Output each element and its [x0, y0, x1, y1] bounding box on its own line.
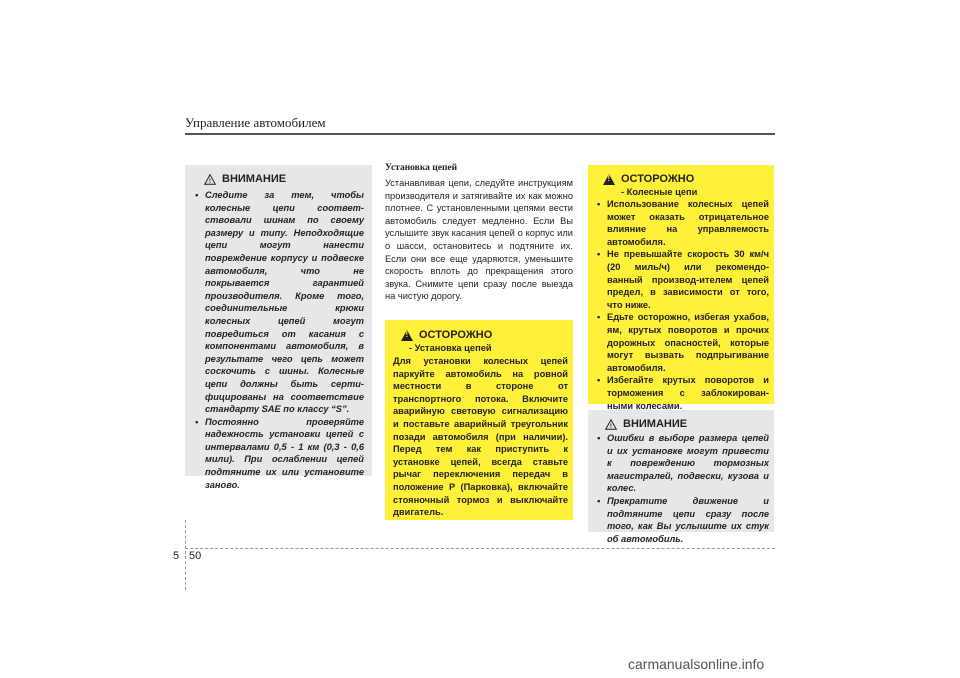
warning-triangle-icon [401, 330, 413, 341]
section-body: Устанавливая цепи, следуйте инструкциям производителя и затягивайте их как можно плотнее. С установленными цепями вести автомобиль следует медленно. Если Вы услышите звук касания цепей о корпус или о шасси, остановитесь и подтяните их. Если они все еще ударяются, уменьшите скорость вплоть до прекращения этого звука. Снимите цепи сразу после выезда на чистую дорогу. [385, 178, 573, 302]
right-box-title: ОСТОРОЖНО [621, 173, 695, 185]
list-item: • Не превышайте скорость 30 км/ч (20 миль/ч) или рекомендо- ванный производ-ителем цепей предел, в зависимости от того, что ниже. [595, 248, 769, 311]
right-box-list [595, 198, 769, 412]
left-box-title: ВНИМАНИЕ [222, 173, 287, 185]
header-rule [185, 133, 775, 135]
svg-text:!: ! [609, 422, 613, 430]
middle-box-body: Для установки колесных цепей паркуйте автомобиль на ровной местности в стороне от транспортного потока. Включите аварийную световую сигнализацию и поставьте аварийный треугольник позади автомобиля (при наличии). Перед тем как приступить к установке цепей, всегда ставьте рычаг переключения передач в положение P (Парковка), включайте стояночный тормоз и выключайте двигатель. [393, 356, 568, 518]
left-notice-box [185, 165, 372, 490]
middle-box-subtitle: - Установка цепей [409, 343, 492, 353]
right-caution-box [588, 165, 774, 411]
section-title: Установка цепей [385, 163, 458, 173]
list-item: • Избегайте крутых поворотов и торможения с заблокирован- ными колесами. [595, 374, 769, 412]
middle-box-title: ОСТОРОЖНО [419, 329, 493, 341]
section-number: 5 [173, 550, 180, 562]
warning-triangle-icon [603, 174, 615, 185]
list-item: • Постоянно проверяйте надежность установки цепей с интервалами 0,5 - 1 км (0,3 - 0,6 мили). При ослаблении цепей подтяните их или установите заново. [193, 416, 364, 492]
list-item: • Ошибки в выборе размера цепей и их установке могут привести к повреждению тормозных магистралей, подвески, кузова и колес. [595, 432, 769, 495]
page-number: 50 [189, 550, 202, 562]
list-item: • Едьте осторожно, избегая ухабов, ям, крутых поворотов и прочих дорожных опасностей, которые могут вызвать подпрыгивание автомобиля. [595, 311, 769, 374]
middle-caution-box [385, 320, 573, 520]
watermark: carmanualsonline.info [628, 656, 765, 672]
svg-text:!: ! [208, 177, 212, 185]
caution-triangle-icon [204, 174, 216, 185]
list-item: • Использование колесных цепей может оказать отрицательное влияние на управляемость автомобиля. [595, 198, 769, 248]
right-notice-box [588, 410, 774, 544]
page-header-title: Управление автомобилем [185, 115, 326, 130]
caution-triangle-icon [605, 419, 617, 430]
right-box2-title: ВНИМАНИЕ [623, 418, 688, 430]
right-box2-list [595, 432, 769, 545]
left-box-list [193, 189, 364, 491]
footer-rule [185, 548, 775, 549]
right-box-subtitle: - Колесные цепи [621, 187, 698, 197]
list-item: • Следите за тем, чтобы колесные цепи соответ- ствовали шинам по своему размеру и типу. Неподходящие цепи могут нанести повреждение корпусу и подвеске автомобиля, что не покрывается гарантией производителя. Кроме того, соединительные крюки колесных цепей могут повредиться от касания с компонентами автомобиля, в результате чего цепь может соскочить с шины. Колесные цепи должны быть серти- фицированы на соответствие стандарту SAE по классу “S”. [193, 189, 364, 416]
list-item: • Прекратите движение и подтяните цепи сразу после того, как Вы услышите их стук об автомобиль. [595, 495, 769, 545]
footer-divider [185, 520, 186, 590]
